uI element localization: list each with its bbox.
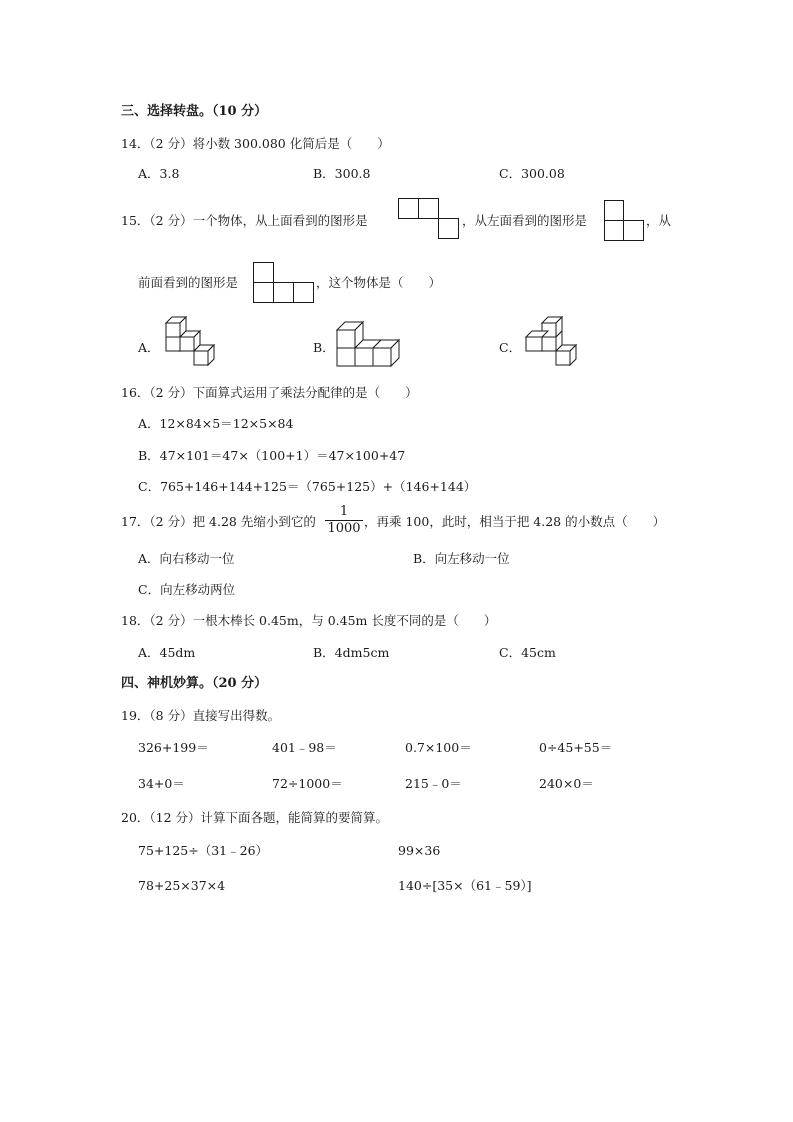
question-15-stem-part5: ，这个物体是（ ）	[316, 275, 442, 290]
q15-option-b-label: B．	[313, 340, 335, 355]
q19-item: 401﹣98＝	[272, 740, 337, 755]
q17-option-c: C．向左移动两位	[138, 582, 236, 597]
q19-item: 0÷45+55＝	[539, 740, 613, 755]
q15-option-c-label: C．	[499, 340, 522, 355]
q19-item: 0.7×100＝	[405, 740, 472, 755]
question-15-stem-part3: ，从	[646, 213, 672, 228]
q19-item: 240×0＝	[539, 776, 594, 791]
q15-option-a-cubes	[160, 317, 222, 373]
q16-option-c: C．765+146+144+125＝（765+125）+（146+144）	[138, 479, 477, 494]
q20-item: 140÷[35×（61﹣59）]	[398, 878, 532, 893]
question-20-stem: 20．（12 分）计算下面各题，能简算的要简算。	[121, 810, 389, 825]
question-15-stem-part2: ，从左面看到的图形是	[462, 213, 588, 228]
q20-item: 78+25×37×4	[138, 878, 226, 893]
fraction-one-thousandth	[325, 505, 363, 536]
q18-option-c: C．45cm	[499, 645, 556, 660]
q17-option-a: A．向右移动一位	[138, 551, 235, 566]
q15-option-b-cubes	[335, 320, 407, 372]
q14-option-a: A．3.8	[138, 166, 180, 181]
q14-option-c: C．300.08	[499, 166, 565, 181]
q18-option-a: A．45dm	[138, 645, 196, 660]
question-16-stem: 16．（2 分）下面算式运用了乘法分配律的是（ ）	[121, 385, 418, 400]
question-17-stem-part2: ，再乘 100，此时，相当于把 4.28 的小数点（ ）	[364, 514, 666, 529]
q19-item: 326+199＝	[138, 740, 209, 755]
question-17-stem-part1: 17．（2 分）把 4.28 先缩小到它的	[121, 514, 316, 529]
left-view-figure	[604, 200, 644, 242]
q19-item: 34+0＝	[138, 776, 185, 791]
q16-option-a: A．12×84×5＝12×5×84	[138, 416, 294, 431]
q17-option-b: B．向左移动一位	[413, 551, 510, 566]
question-15-stem-part4: 前面看到的图形是	[138, 275, 239, 290]
q20-item: 99×36	[398, 843, 441, 858]
fraction-denominator: 1000	[327, 521, 361, 536]
section-3-title: 三、选择转盘。（10 分）	[121, 104, 268, 119]
q14-option-b: B．300.8	[313, 166, 371, 181]
q15-option-a-label: A．	[138, 340, 160, 355]
question-14-stem: 14．（2 分）将小数 300.080 化简后是（ ）	[121, 136, 390, 151]
question-18-stem: 18．（2 分）一根木棒长 0.45m，与 0.45m 长度不同的是（ ）	[121, 613, 497, 628]
top-view-figure	[398, 198, 460, 240]
q20-item: 75+125÷（31﹣26）	[138, 843, 269, 858]
q19-item: 215﹣0＝	[405, 776, 462, 791]
q16-option-b: B．47×101＝47×（100+1）＝47×100+47	[138, 448, 406, 463]
q15-option-c-cubes	[522, 317, 584, 373]
front-view-figure	[253, 262, 315, 304]
q19-item: 72÷1000＝	[272, 776, 343, 791]
question-19-stem: 19．（8 分）直接写出得数。	[121, 708, 281, 723]
q18-option-b: B．4dm5cm	[313, 645, 390, 660]
section-4-title: 四、神机妙算。（20 分）	[121, 676, 268, 691]
fraction-numerator: 1	[339, 504, 349, 519]
question-15-stem-part1: 15．（2 分）一个物体，从上面看到的图形是	[121, 213, 368, 228]
